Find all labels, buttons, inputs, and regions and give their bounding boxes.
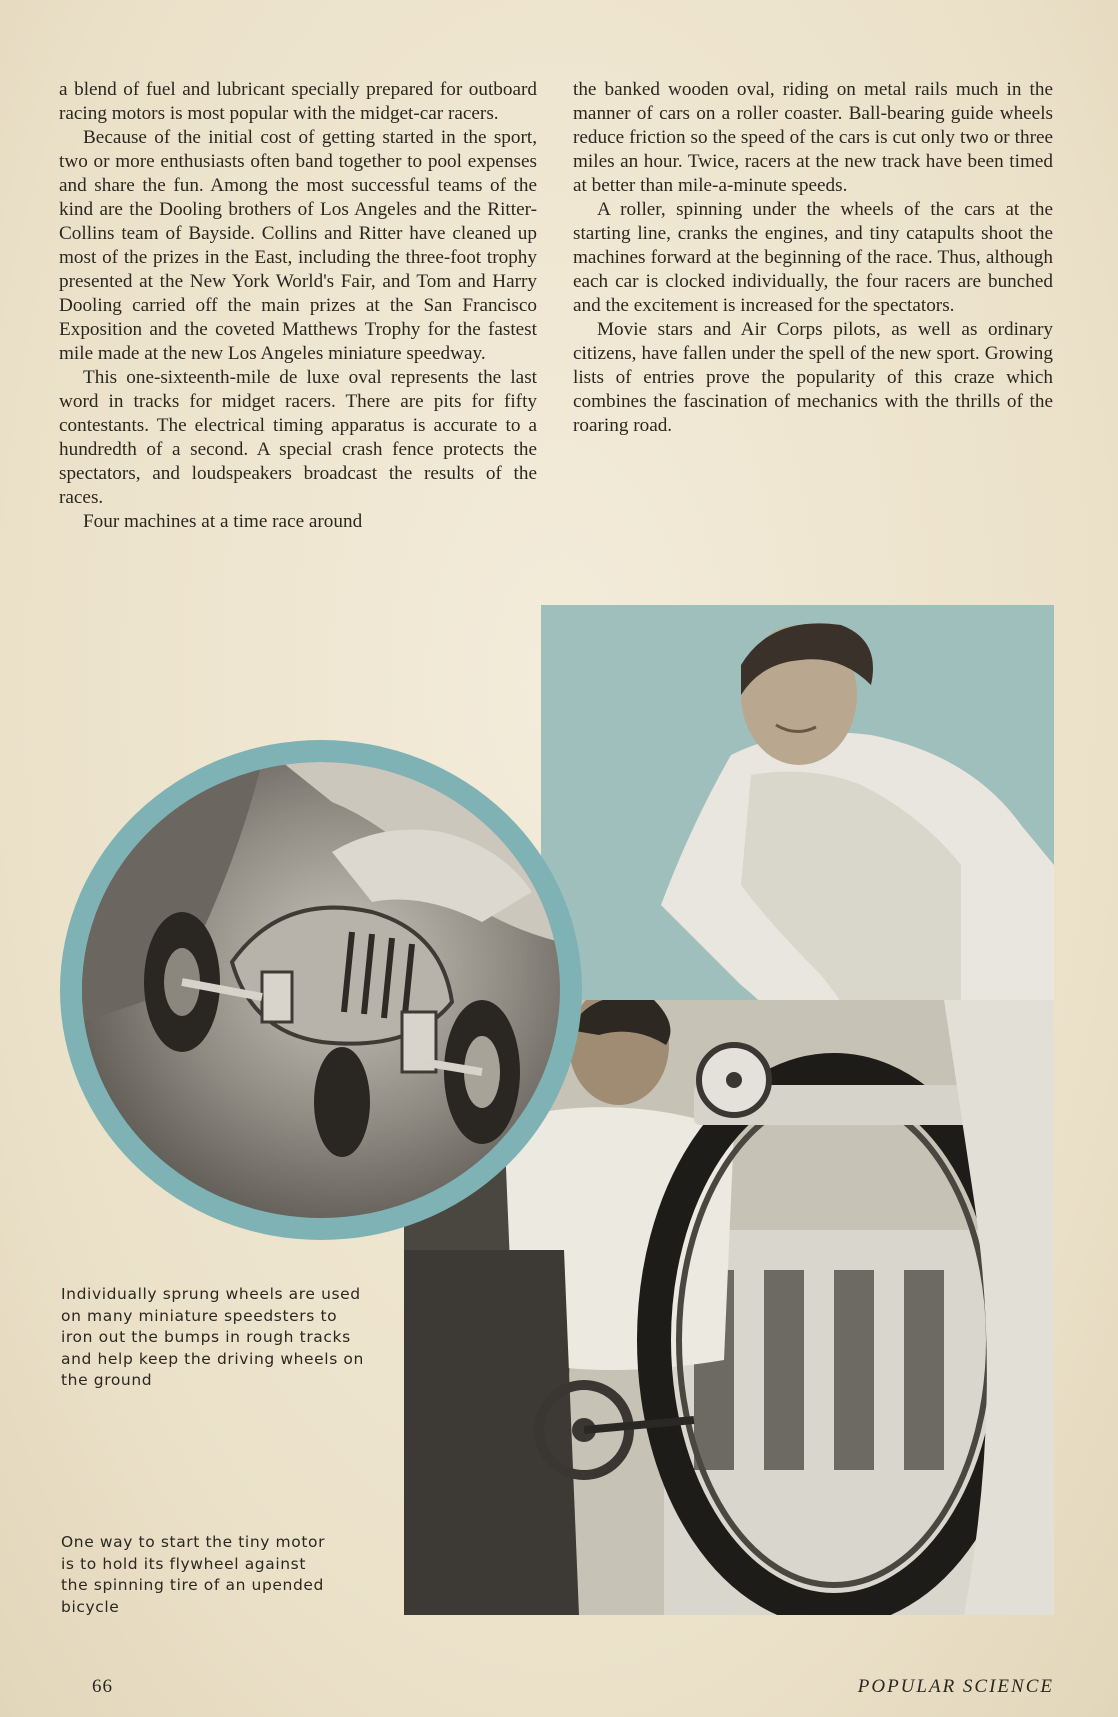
article-right-column [573, 78, 1053, 438]
paragraph: A roller, spinning under the wheels of the cars at the starting line, cranks the engines, and tiny catapults shoot the machines forward at the beginning of the race. Thus, although each car is clocked individually, the four racers are bunched and the excitement is increased for the spectators. [573, 199, 1053, 316]
magazine-name: POPULAR SCIENCE [857, 1676, 1054, 1697]
caption-main-photo: One way to start the tiny motor is to hold its flywheel against the spinning tire of an upended bicycle [61, 1533, 326, 1616]
page-number: 66 [92, 1676, 113, 1697]
paragraph: Because of the initial cost of getting started in the sport, two or more enthusiasts often band together to pool expenses and share the fun. Among the most successful teams of the kind are the Dooling brothers of Los Angeles and the Ritter-Collins team of Bayside. Collins and Ritter have cleaned up most of the prizes in the East, including the three-foot trophy presented at the New York World's Fair, and Tom and Harry Dooling carried off the main prizes at the San Francisco Exposition and the coveted Matthews Trophy for the fastest mile made at the new Los Angeles miniature speedway. [59, 127, 537, 364]
photo-circle-sprung-wheels [60, 740, 582, 1240]
article-left-column [59, 78, 537, 534]
paragraph: This one-sixteenth-mile de luxe oval represents the last word in tracks for midget racers. There are pits for fifty contestants. The electrical timing apparatus is accurate to a hundredth of a second. A special crash fence protects the spectators, and loudspeakers broadcast the results of the races. [59, 367, 537, 508]
paragraph: Movie stars and Air Corps pilots, as well as ordinary citizens, have fallen under the spell of the new sport. Growing lists of entries prove the popularity of this craze which combines the fascination of mechanics with the thrills of the roaring road. [573, 319, 1053, 436]
caption-circle-photo: Individually sprung wheels are used on many miniature speedsters to iron out the bumps in rough tracks and help keep the driving wheels on the ground [61, 1285, 364, 1389]
photo-car-closeup-illustration [82, 762, 560, 1218]
paragraph: a blend of fuel and lubricant specially prepared for outboard racing motors is most popular with the midget-car racers. [59, 79, 537, 124]
paragraph: Four machines at a time race around [83, 511, 363, 532]
photo-circle-inner [82, 762, 560, 1218]
paragraph: the banked wooden oval, riding on metal rails much in the manner of cars on a roller coaster. Ball-bearing guide wheels reduce friction so the speed of the cars is cut only two or three miles an hour. Twice, racers at the new track have been timed at better than mile-a-minute speeds. [573, 79, 1053, 196]
